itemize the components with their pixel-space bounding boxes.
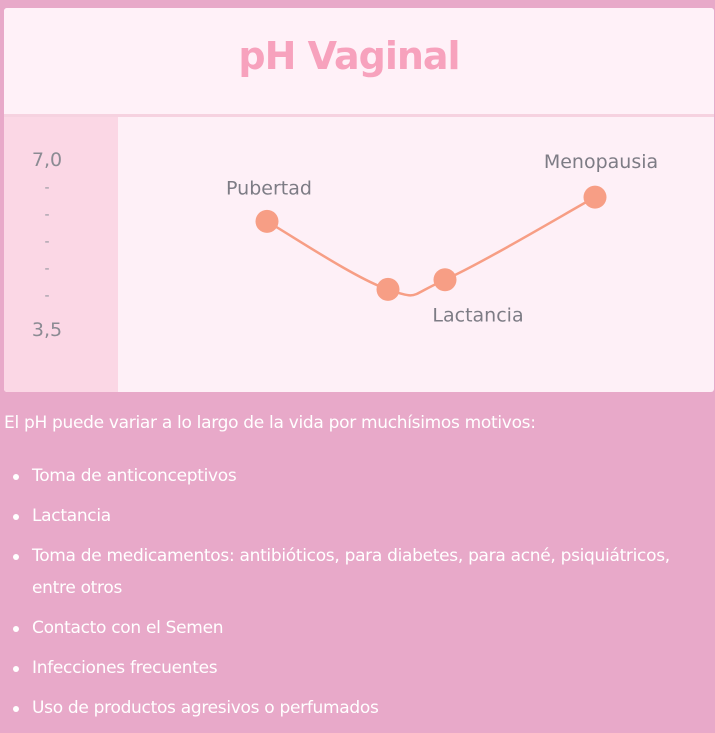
list-item-text: Toma de medicamentos: antibióticos, para diabetes, para acné, psiquiátricos, entre otros (32, 546, 670, 598)
list-item (0, 540, 672, 604)
list-item (0, 612, 700, 644)
chart-card (4, 8, 714, 392)
y-tick-dash: - (44, 288, 50, 304)
list-item (0, 460, 700, 492)
list-item (0, 652, 700, 684)
y-tick-dash: - (44, 180, 50, 196)
data-point (377, 278, 400, 301)
bullet-icon (13, 626, 19, 632)
list-item-text: Toma de anticonceptivos (32, 466, 237, 486)
list-item (0, 500, 700, 532)
line-plot (4, 8, 714, 392)
y-tick-dash: - (44, 261, 50, 277)
point-label: Lactancia (432, 304, 524, 327)
point-label: Menopausia (543, 151, 659, 174)
list-item-text: Uso de productos agresivos o perfumados (32, 698, 379, 718)
data-point (584, 186, 607, 209)
bullet-icon (13, 666, 19, 672)
list-item-text: Lactancia (32, 506, 111, 526)
bullet-icon (13, 514, 19, 520)
y-tick-bottom: 3,5 (31, 319, 63, 341)
y-tick-dash: - (44, 234, 50, 250)
y-tick-top: 7,0 (31, 149, 63, 171)
list-item-text: Contacto con el Semen (32, 618, 224, 638)
list-item (0, 692, 700, 724)
chart-title: pH Vaginal (238, 34, 460, 78)
y-tick-dash: - (44, 207, 50, 223)
series-line (267, 197, 595, 295)
bullet-icon (13, 554, 19, 560)
motives-list (0, 460, 700, 732)
data-point (434, 268, 457, 291)
bullet-icon (13, 474, 19, 480)
list-item-text: Infecciones frecuentes (32, 658, 218, 678)
bullet-icon (13, 706, 19, 712)
intro-text: El pH puede variar a lo largo de la vida por muchísimos motivos: (4, 413, 536, 433)
point-label: Pubertad (226, 177, 312, 200)
data-point (256, 210, 279, 233)
